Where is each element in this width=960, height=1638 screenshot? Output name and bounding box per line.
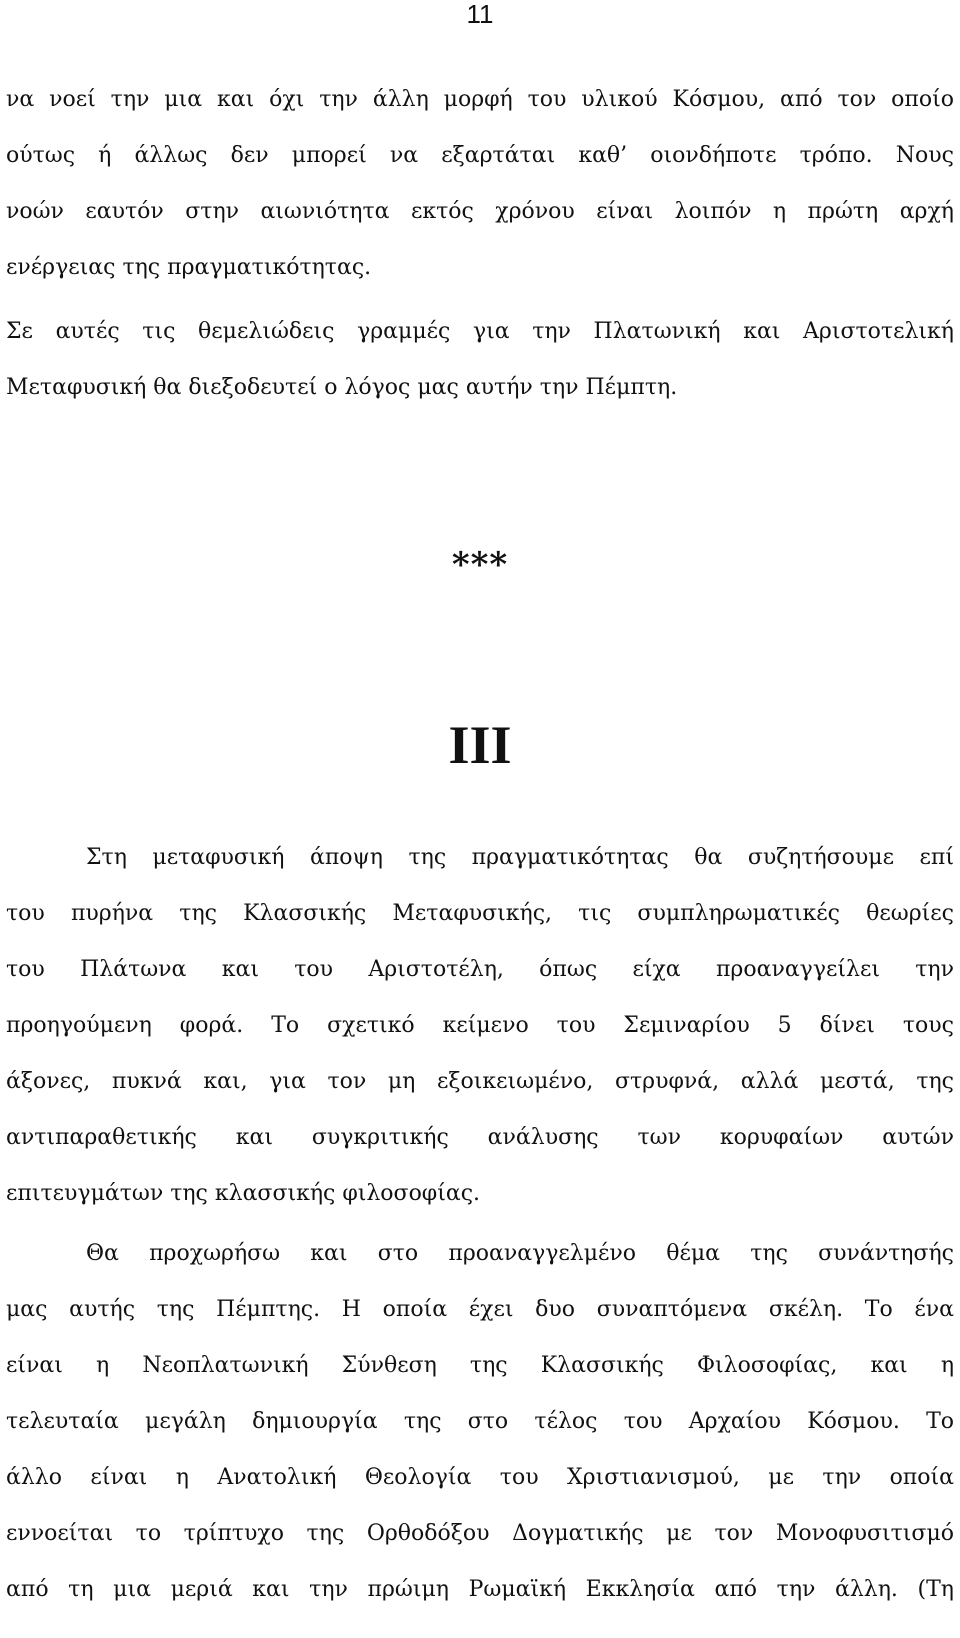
page-number: 11 (466, 0, 494, 29)
section-paragraph (6, 830, 954, 1222)
text-line: του πυρήνα της Κλασσικής Μεταφυσικής, τις συμπληρωματικές θεωρίες (6, 901, 954, 926)
text-line: Θα προχωρήσω και στο προαναγγελμένο θέμα της συνάντησής (86, 1241, 954, 1266)
text-line: εννοείται το τρίπτυχο της Ορθοδόξου Δογματικής με τον Μονοφυσιτισμό (6, 1521, 954, 1546)
section-paragraph (6, 1226, 954, 1618)
text-line: προηγούμενη φορά. Το σχετικό κείμενο του Σεμιναρίου 5 δίνει τους (6, 1013, 954, 1038)
text-line: Μεταφυσική θα διεξοδευτεί ο λόγος μας αυτήν την Πέμπτη. (6, 375, 678, 400)
text-line: Σε αυτές τις θεμελιώδεις γραμμές για την Πλατωνική και Αριστοτελική (6, 319, 954, 344)
paragraph-continuation (6, 72, 954, 296)
text-line: του Πλάτωνα και του Αριστοτέλη, όπως είχα προαναγγείλει την (6, 957, 954, 982)
text-line: να νοεί την μια και όχι την άλλη μορφή του υλικού Κόσμου, από τον οποίο (6, 87, 954, 112)
text-line: ενέργειας της πραγματικότητας. (6, 255, 372, 280)
section-separator: *** (451, 545, 509, 585)
text-line: άλλο είναι η Ανατολική Θεολογία του Χριστιανισμού, με την οποία (6, 1465, 954, 1490)
text-line: μας αυτής της Πέμπτης. Η οποία έχει δυο συναπτόμενα σκέλη. Το ένα (6, 1297, 954, 1322)
text-line: επιτευγμάτων της κλασσικής φιλοσοφίας. (6, 1181, 481, 1206)
text-line: είναι η Νεοπλατωνική Σύνθεση της Κλασσικής Φιλοσοφίας, και η (6, 1353, 954, 1378)
section-heading: III (448, 715, 512, 775)
text-line: αντιπαραθετικής και συγκριτικής ανάλυσης των κορυφαίων αυτών (6, 1125, 954, 1150)
text-line: Στη μεταφυσική άποψη της πραγματικότητας θα συζητήσουμε επί (86, 845, 954, 870)
text-line: άξονες, πυκνά και, για τον μη εξοικειωμένο, στρυφνά, αλλά μεστά, της (6, 1069, 954, 1094)
text-line: νοών εαυτόν στην αιωνιότητα εκτός χρόνου είναι λοιπόν η πρώτη αρχή (6, 199, 954, 224)
text-line: ούτως ή άλλως δεν μπορεί να εξαρτάται καθ’ οιονδήποτε τρόπο. Νους (6, 143, 954, 168)
text-line: από τη μια μεριά και την πρώιμη Ρωμαϊκή Εκκλησία από την άλλη. (Τη (6, 1577, 954, 1602)
paragraph-summary (6, 304, 954, 416)
text-line: τελευταία μεγάλη δημιουργία της στο τέλος του Αρχαίου Κόσμου. Το (6, 1409, 954, 1434)
